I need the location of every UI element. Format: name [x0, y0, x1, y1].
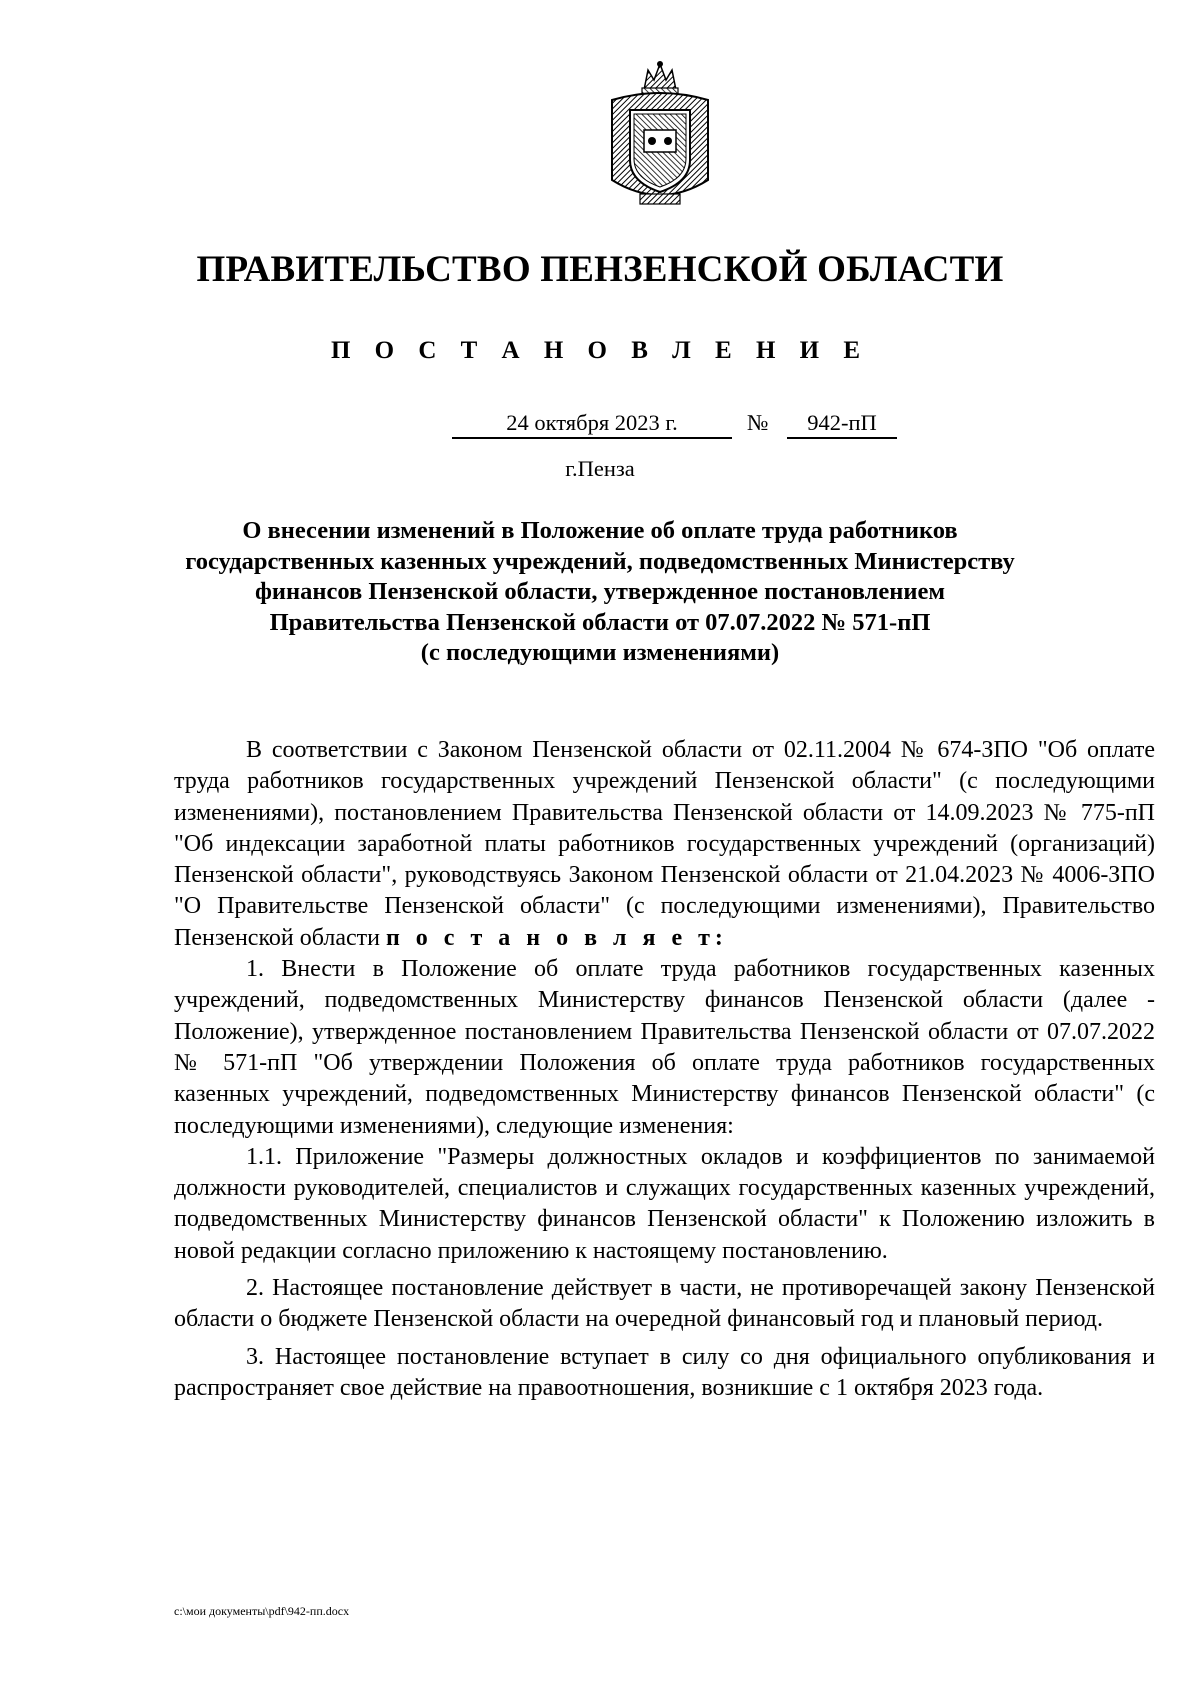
preamble-paragraph — [174, 735, 1155, 954]
file-path-footer: c:\мои документы\pdf\942-пп.docx — [174, 1604, 350, 1618]
resolves-word: п о с т а н о в л я е т: — [385, 924, 728, 951]
coat-of-arms-icon — [604, 60, 716, 210]
subject-line: О внесении изменений в Положение об оплате труда работников — [242, 517, 958, 544]
document-date: 24 октября 2023 г. — [452, 410, 732, 439]
subject-line: (с последующими изменениями) — [420, 639, 780, 666]
preamble-text: В соответствии с Законом Пензенской области от 02.11.2004 № 674-ЗПО "Об оплате труда работников государственных учреждений Пензенской области" (с последующими изменениями), постановлением Правительства Пензенской области от 14.09.2023 № 775-пП "Об индексации заработной платы работников государственных учреждений (организаций) Пензенской области", руководствуясь Законом Пензенской области от 21.04.2023 № 4006-ЗПО "О Правительстве Пензенской области" (с последующими изменениями), Правительство Пензенской области — [174, 737, 1155, 951]
item-paragraph: 1. Внести в Положение об оплате труда работников государственных казенных учреждений, подведомственных Министерству финансов Пензенской области (далее - Положение), утвержденное постановлением Правительства Пензенской области от 07.07.2022 № 571-пП "Об утверждении Положения об оплате труда работников государственных казенных учреждений, подведомственных Министерству финансов Пензенской области" (с последующими изменениями), следующие изменения: — [174, 956, 1155, 1139]
item-paragraph: 3. Настоящее постановление вступает в силу со дня официального опубликования и распространяет свое действие на правоотношения, возникшие с 1 октября 2023 года. — [174, 1343, 1155, 1401]
subject-line: Правительства Пензенской области от 07.07.2022 № 571-пП — [269, 608, 931, 636]
document-body — [174, 735, 1155, 1404]
subject-line: государственных казенных учреждений, подведомственных Министерству — [185, 547, 1015, 575]
subject-line: финансов Пензенской области, утвержденное постановлением — [254, 578, 946, 605]
item-paragraph: 1.1. Приложение "Размеры должностных окладов и коэффициентов по занимаемой должности руководителей, специалистов и служащих государственных казенных учреждений, подведомственных Министерству финансов Пензенской области" к Положению изложить в новой редакции согласно приложению к настоящему постановлению. — [174, 1143, 1155, 1264]
city: г.Пенза — [565, 456, 635, 481]
item-paragraph: 2. Настоящее постановление действует в части, не противоречащей закону Пензенской области о бюджете Пензенской области на очередной финансовый год и плановый период. — [174, 1275, 1155, 1333]
number-sign: № — [747, 410, 769, 435]
document-type: П О С Т А Н О В Л Е Н И Е — [330, 337, 870, 364]
document-number: 942-пП — [787, 410, 897, 439]
government-title: ПРАВИТЕЛЬСТВО ПЕНЗЕНСКОЙ ОБЛАСТИ — [196, 249, 1004, 290]
document-subject — [150, 516, 1050, 669]
